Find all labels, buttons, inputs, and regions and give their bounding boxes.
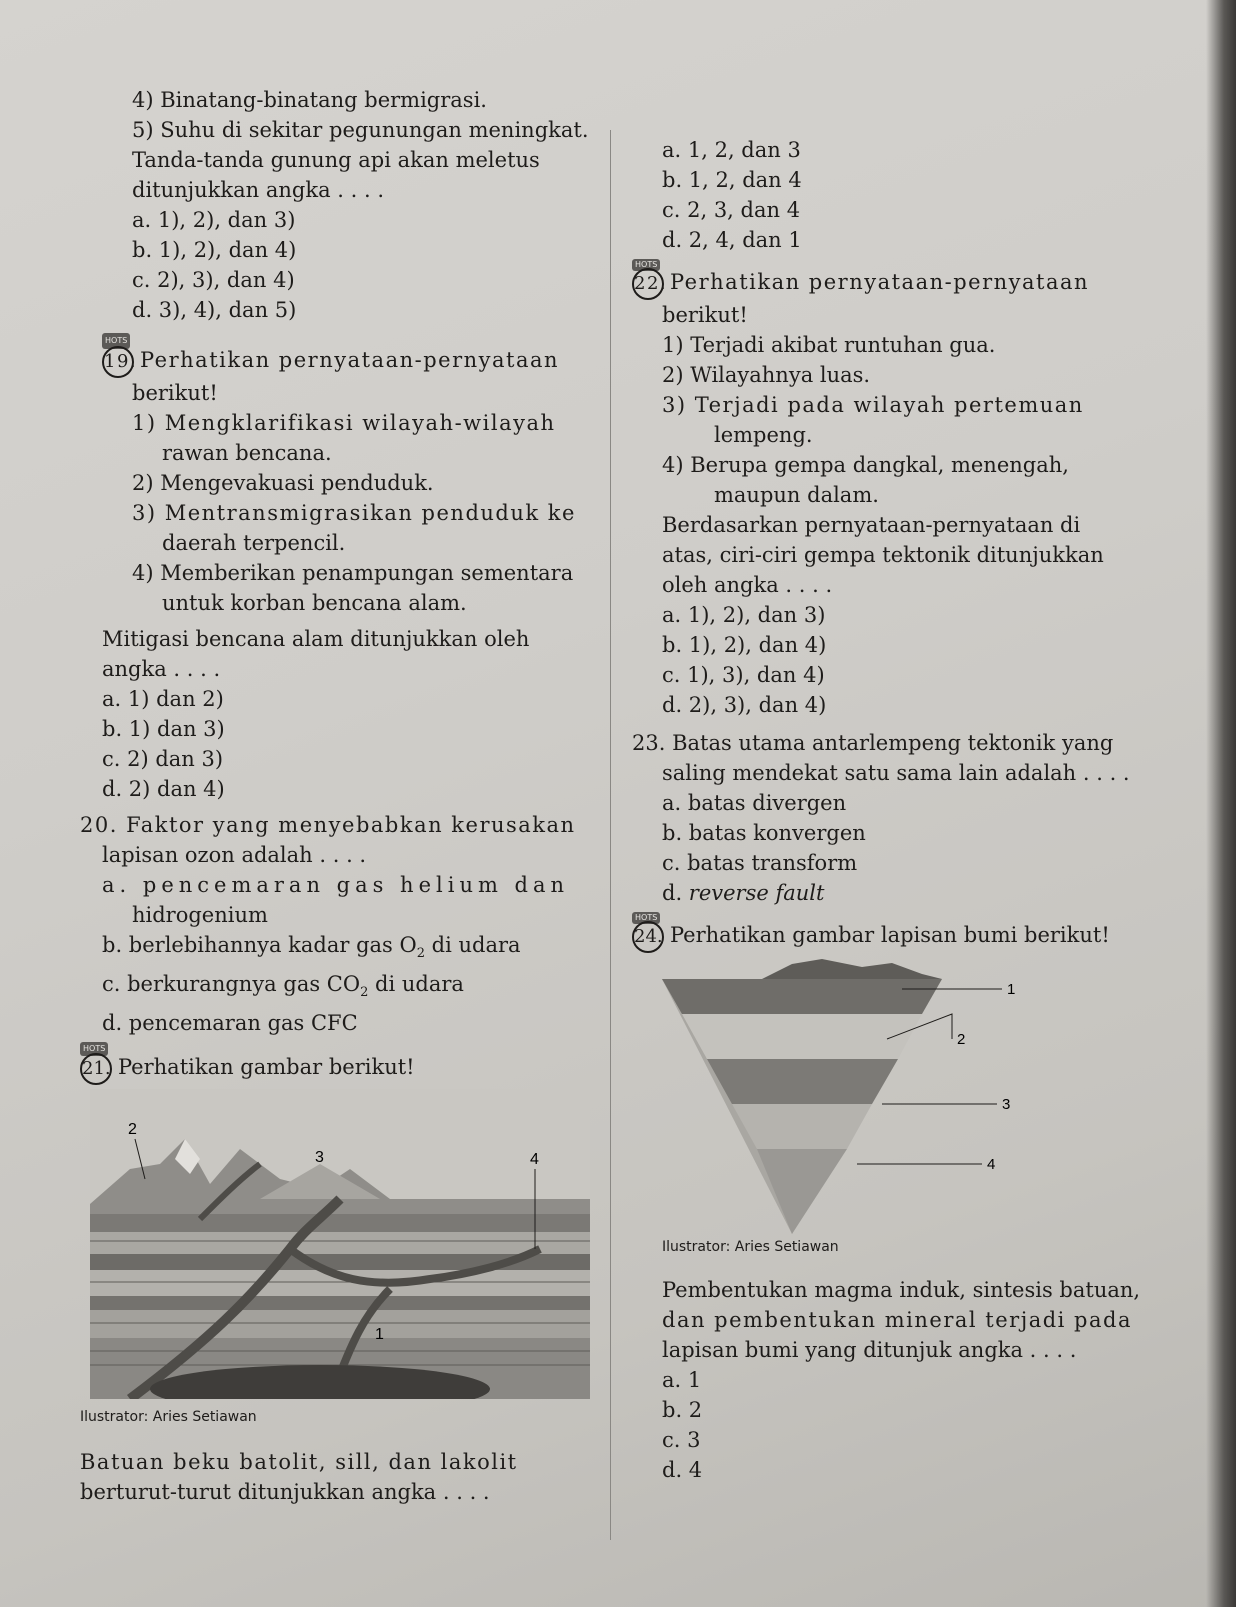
question-text: lapisan bumi yang ditunjuk angka . . . . xyxy=(662,1338,1077,1362)
page-edge-shadow xyxy=(1206,0,1236,1607)
question-number: 22. xyxy=(632,268,664,300)
question-intro: berikut! xyxy=(662,303,748,327)
statement-3: 3) Terjadi pada wilayah pertemuan xyxy=(662,393,1084,417)
option-a-cont: hidrogenium xyxy=(132,903,268,927)
statement-3-cont: lempeng. xyxy=(714,423,813,447)
option-c: c. 2, 3, dan 4 xyxy=(662,198,801,222)
statement-1: 1) Terjadi akibat runtuhan gua. xyxy=(662,333,996,357)
option-a: a. batas divergen xyxy=(662,791,847,815)
rock-layer xyxy=(90,1310,590,1338)
question-intro: Perhatikan pernyataan-pernyataan xyxy=(140,348,560,372)
question-stem: Perhatikan gambar berikut! xyxy=(118,1055,415,1080)
label-3: 3 xyxy=(315,1149,324,1167)
label-4: 4 xyxy=(530,1151,539,1169)
option-d: d. pencemaran gas CFC xyxy=(102,1011,358,1036)
question-stem: Berdasarkan pernyataan-pernyataan di xyxy=(662,513,1081,537)
layer-label-3: 3 xyxy=(1002,1096,1011,1113)
question-17-options xyxy=(662,135,1142,255)
option-d: d. 4 xyxy=(662,1458,703,1482)
option-a: a. pencemaran gas helium dan xyxy=(102,873,570,897)
subscript: 2 xyxy=(416,946,425,962)
question-stem: Tanda-tanda gunung api akan meletus xyxy=(132,148,540,172)
hots-badge: HOTS xyxy=(632,259,660,271)
column-divider xyxy=(610,130,611,1540)
option-c: c. 2) dan 3) xyxy=(102,747,224,771)
option-d: d. 2) dan 4) xyxy=(102,777,225,801)
option-b: b. 1, 2, dan 4 xyxy=(662,168,802,192)
question-stem: 20. Faktor yang menyebabkan kerusakan xyxy=(80,813,576,837)
question-intro: berikut! xyxy=(132,381,218,405)
label-1: 1 xyxy=(375,1326,384,1344)
figure-credit: Ilustrator: Aries Setiawan xyxy=(662,1239,839,1255)
statement-4: 4) Binatang-binatang bermigrasi. xyxy=(132,88,487,112)
mantle-layer xyxy=(707,1059,898,1104)
statement-4: 4) Memberikan penampungan sementara xyxy=(132,561,574,585)
hots-badge: HOTS xyxy=(80,1042,108,1056)
question-stem: atas, ciri-ciri gempa tektonik ditunjukkan xyxy=(662,543,1104,567)
option-b-text: b. berlebihannya kadar gas O xyxy=(102,933,417,957)
statement-3: 3) Mentransmigrasikan penduduk ke xyxy=(132,501,576,525)
option-c: c. 1), 3), dan 4) xyxy=(662,663,825,687)
right-column xyxy=(632,135,1142,1485)
option-c: c. 2), 3), dan 4) xyxy=(132,268,295,292)
figure-credit: Ilustrator: Aries Setiawan xyxy=(80,1409,257,1426)
hots-badge: HOTS xyxy=(632,912,660,924)
option-b xyxy=(80,930,610,969)
option-c-text: di udara xyxy=(368,972,464,997)
statement-2: 2) Mengevakuasi penduduk. xyxy=(132,471,434,495)
rock-layer xyxy=(90,1214,590,1232)
option-b-text: di udara xyxy=(425,933,521,957)
option-c-text: c. berkurangnya gas CO xyxy=(102,972,361,997)
question-number: 19. xyxy=(102,346,134,378)
hots-badge: HOTS xyxy=(102,333,130,349)
layer-label-1: 1 xyxy=(1007,981,1016,998)
subscript: 2 xyxy=(360,985,369,1001)
label-2: 2 xyxy=(128,1121,137,1139)
layer-label-2: 2 xyxy=(957,1031,966,1048)
option-d: d. 2), 3), dan 4) xyxy=(662,693,827,717)
question-stem: Mitigasi bencana alam ditunjukkan oleh xyxy=(102,627,530,651)
question-18 xyxy=(80,85,610,325)
question-stem: Perhatikan gambar lapisan bumi berikut! xyxy=(670,923,1110,947)
question-stem: saling mendekat satu sama lain adalah . . . . xyxy=(662,761,1130,785)
question-20 xyxy=(80,810,610,1038)
option-d-label: d. xyxy=(662,881,689,905)
option-b: b. 1), 2), dan 4) xyxy=(132,238,297,262)
question-22 xyxy=(634,255,1142,720)
statement-4: 4) Berupa gempa dangkal, menengah, xyxy=(662,453,1069,477)
option-b: b. 1), 2), dan 4) xyxy=(662,633,827,657)
statement-5: 5) Suhu di sekitar pegunungan meningkat. xyxy=(132,118,589,142)
question-19 xyxy=(80,329,610,804)
option-c: c. batas transform xyxy=(662,851,858,875)
option-b: b. 1) dan 3) xyxy=(102,717,225,741)
volcano-cross-section-figure xyxy=(90,1089,590,1399)
upper-mantle-layer xyxy=(682,1014,922,1059)
option-a: a. 1), 2), dan 3) xyxy=(132,208,296,232)
crust-layer xyxy=(662,979,942,1014)
question-text: Batuan beku batolit, sill, dan lakolit xyxy=(80,1450,518,1475)
statement-4-cont: maupun dalam. xyxy=(714,483,879,507)
statement-1-cont: rawan bencana. xyxy=(162,441,332,465)
option-a: a. 1), 2), dan 3) xyxy=(662,603,826,627)
question-number: 21. xyxy=(80,1053,112,1085)
question-stem: ditunjukkan angka . . . . xyxy=(132,178,384,202)
question-23 xyxy=(632,728,1142,908)
option-b: b. batas konvergen xyxy=(662,821,866,845)
statement-4-cont: untuk korban bencana alam. xyxy=(162,591,467,615)
option-c xyxy=(80,969,610,1008)
option-d-text: reverse fault xyxy=(688,881,825,905)
option-a: a. 1) dan 2) xyxy=(102,687,224,711)
question-24 xyxy=(632,908,1142,1485)
statement-3-cont: daerah terpencil. xyxy=(162,531,346,555)
statement-1: 1) Mengklarifikasi wilayah-wilayah xyxy=(132,411,556,435)
left-column xyxy=(80,85,610,1507)
question-number: 24. xyxy=(632,921,664,953)
option-a: a. 1 xyxy=(662,1368,702,1392)
question-stem: angka . . . . xyxy=(102,657,221,681)
question-text: Pembentukan magma induk, sintesis batuan, xyxy=(662,1278,1141,1302)
statement-2: 2) Wilayahnya luas. xyxy=(662,363,871,387)
rock-layer xyxy=(90,1296,590,1310)
surface-relief xyxy=(762,959,942,979)
rock-layer xyxy=(90,1232,590,1254)
question-21 xyxy=(80,1038,610,1507)
earth-layers-figure xyxy=(662,959,1042,1239)
question-text: dan pembentukan mineral terjadi pada xyxy=(662,1308,1132,1332)
option-d: d. 2, 4, dan 1 xyxy=(662,228,802,252)
question-stem: 23. Batas utama antarlempeng tektonik yang xyxy=(632,731,1114,755)
question-stem: lapisan ozon adalah . . . . xyxy=(102,843,367,867)
option-b: b. 2 xyxy=(662,1398,703,1422)
question-stem: oleh angka . . . . xyxy=(662,573,833,597)
question-text: berturut-turut ditunjukkan angka . . . . xyxy=(80,1480,490,1505)
layer-label-4: 4 xyxy=(987,1156,996,1173)
option-a: a. 1, 2, dan 3 xyxy=(662,138,801,162)
option-d: d. 3), 4), dan 5) xyxy=(132,298,297,322)
question-intro: Perhatikan pernyataan-pernyataan xyxy=(670,270,1090,294)
option-d xyxy=(632,878,1142,908)
option-c: c. 3 xyxy=(662,1428,701,1452)
